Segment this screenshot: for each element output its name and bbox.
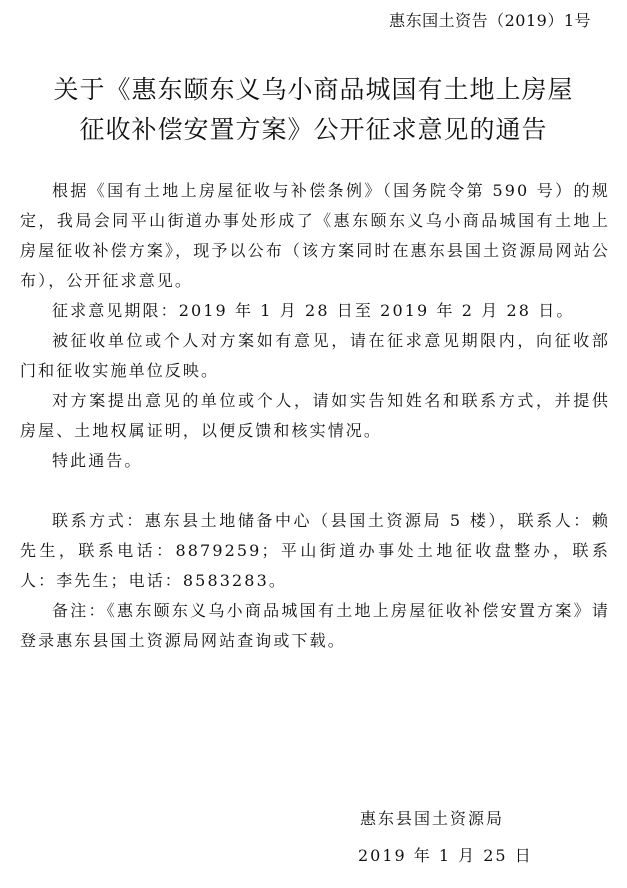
section-spacer [20, 476, 610, 506]
paragraph-closing: 特此通告。 [52, 451, 143, 470]
signature-date: 2019 年 1 月 25 日 [358, 846, 533, 865]
title-line-2: 征收补偿安置方案》公开征求意见的通告 [79, 115, 548, 144]
document-title [0, 70, 627, 150]
paragraph-remark: 备注：《惠东颐东义乌小商品城国有土地上房屋征收补偿安置方案》请登录惠东县国土资源局网站查询或下载。 [20, 601, 610, 650]
paragraph-legal-basis: 根据《国有土地上房屋征收与补偿条例》（国务院令第 590 号）的规定，我局会同平山街道办事处形成了《惠东颐东义乌小商品城国有土地上房屋征收补偿方案》，现予以公布（该方案同时在惠东县国土资源局网站公布），公开征求意见。 [20, 181, 610, 290]
document-number: 惠东国土资告（2019）1号 [389, 11, 591, 30]
title-line-1: 关于《惠东颐东义乌小商品城国有土地上房屋 [53, 75, 574, 104]
document-body [20, 176, 610, 656]
paragraph-comment-period: 征求意见期限：2019 年 1 月 28 日至 2019 年 2 月 28 日。 [52, 301, 575, 320]
paragraph-contact: 联系方式：惠东县土地储备中心（县国土资源局 5 楼），联系人：赖先生，联系电话：8879259；平山街道办事处土地征收盘整办，联系人：李先生；电话：8583283。 [20, 511, 610, 590]
paragraph-identity: 对方案提出意见的单位或个人，请如实告知姓名和联系方式，并提供房屋、土地权属证明，以便反馈和核实情况。 [20, 391, 610, 440]
paragraph-feedback: 被征收单位或个人对方案如有意见，请在征求意见期限内，向征收部门和征收实施单位反映。 [20, 331, 610, 380]
signature-organization: 惠东县国土资源局 [360, 809, 505, 828]
